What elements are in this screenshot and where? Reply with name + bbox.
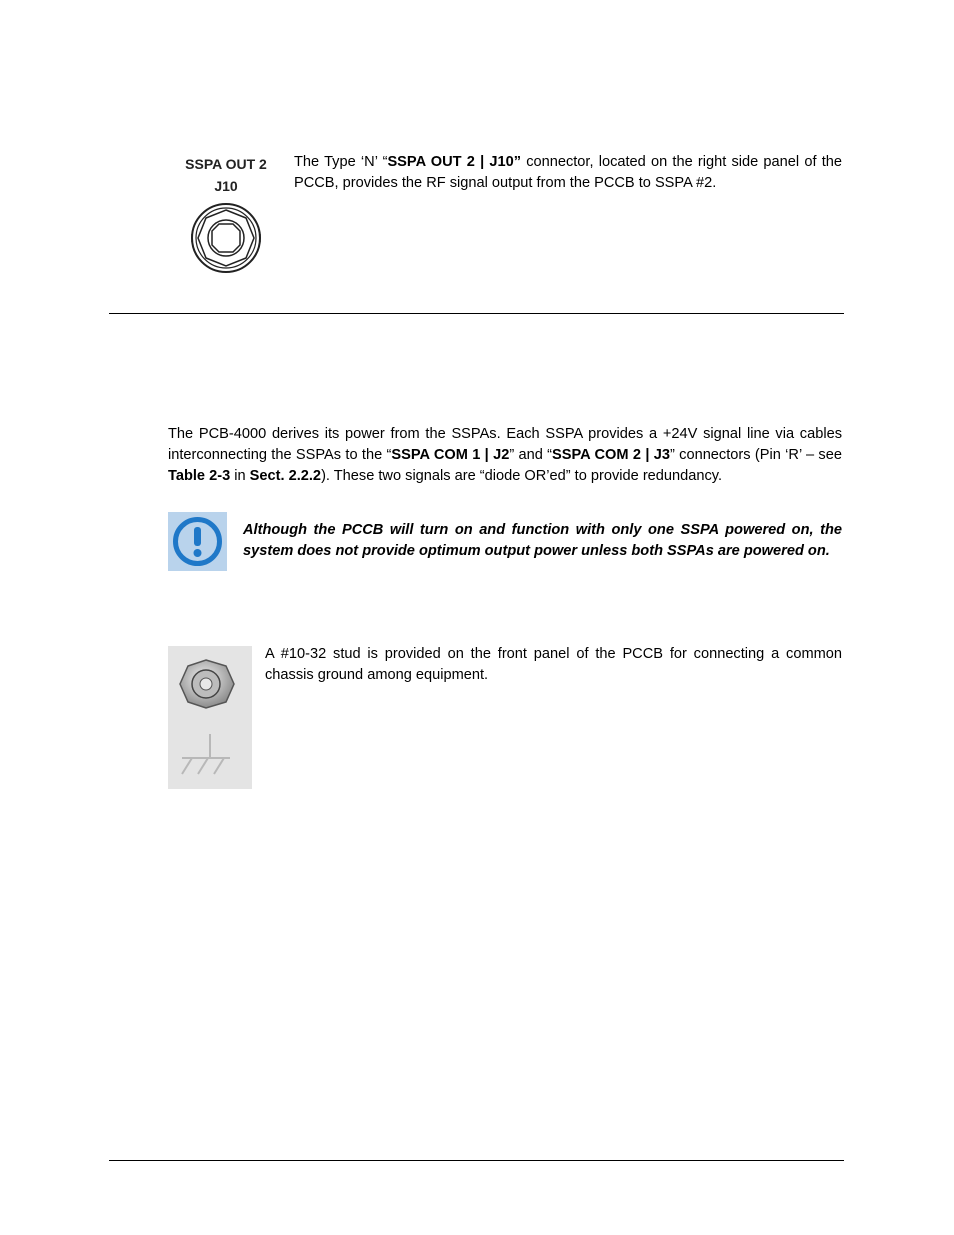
connector-label-line1: SSPA OUT 2: [185, 156, 267, 172]
note-text: Although the PCCB will turn on and function with only one SSPA powered on, the system does not provide optimum output power unless both SSPAs are powered on.: [243, 522, 842, 559]
footer-divider: [109, 1160, 844, 1161]
connector-label-line2: J10: [214, 178, 238, 194]
exclamation-circle-icon: [168, 512, 227, 571]
connector-j10-description: The Type ‘N’ “SSPA OUT 2 | J10” connector, located on the right side panel of the PCCB, provides the RF signal output from the PCCB to SSPA #2.: [294, 154, 842, 191]
note-icon-box: [168, 512, 227, 571]
ground-stud-icon: [168, 646, 252, 789]
connector-j10-figure: [176, 152, 276, 276]
section-divider: [109, 313, 844, 314]
power-description: The PCB-4000 derives its power from the SSPAs. Each SSPA provides a +24V signal line via cables interconnecting the SSPAs to the “SSPA COM 1 | J2” and “SSPA COM 2 | J3” connectors (Pin ‘R’ – see Table 2-3 in Sect. 2.2.2). These two signals are “diode OR’ed” to provide redundancy.: [168, 426, 842, 484]
n-type-connector-icon: [188, 200, 264, 276]
chassis-ground-icon: [182, 734, 230, 774]
ground-stud-figure: [168, 646, 252, 789]
ground-stud-description: A #10-32 stud is provided on the front panel of the PCCB for connecting a common chassis ground among equipment.: [265, 646, 842, 683]
